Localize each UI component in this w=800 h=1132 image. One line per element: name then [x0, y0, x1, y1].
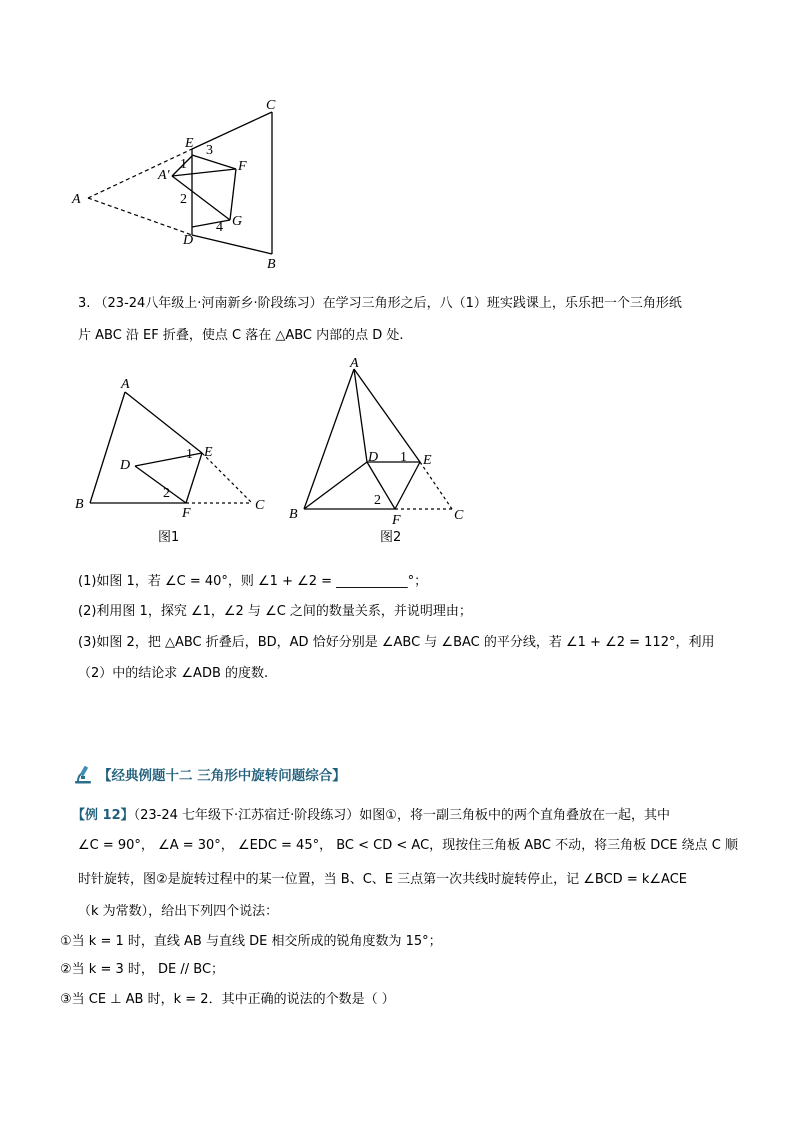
fig1-label-B: B [75, 497, 84, 512]
example-label: 【例 12】 [72, 808, 134, 823]
problem3-line2: 片 ABC 沿 EF 折叠，使点 C 落在 △ABC 内部的点 D 处. [78, 328, 404, 343]
fig2-label-1: 1 [400, 450, 407, 465]
example12-line1 [72, 806, 670, 826]
fig2-label-E: E [423, 453, 432, 468]
label-E: E [185, 136, 194, 151]
question-1: (1)如图 1，若 ∠C = 40°，则 ∠1 + ∠2 = ___________°； [78, 574, 428, 589]
segment-GD [192, 220, 230, 227]
label-4: 4 [216, 220, 223, 235]
segment-DB [192, 235, 272, 254]
question-3b: （2）中的结论求 ∠ADB 的度数. [78, 666, 269, 681]
figure-1 [70, 370, 280, 518]
label-A1: A' [158, 168, 170, 183]
dashed-AD [88, 198, 192, 235]
fig1-label-E: E [204, 445, 213, 460]
fig2-label-A: A [350, 358, 359, 371]
top-figure [60, 92, 300, 272]
label-3: 3 [206, 143, 213, 158]
fig1-label-A: A [121, 377, 130, 392]
fig2-label-F: F [392, 513, 401, 526]
example12-line3: 时针旋转，图②是旋转过程中的某一位置，当 B、C、E 三点第一次共线时旋转停止，记 ∠BCD = k∠ACE [78, 872, 687, 887]
example12-line1-text: （23-24 七年级下·江苏宿迁·阶段练习）如图①，将一副三角板中的两个直角叠放在一起，其中 [133, 808, 670, 823]
label-D: D [183, 233, 194, 248]
label-2: 2 [180, 192, 187, 207]
segment-EC [192, 112, 272, 149]
statement-2: ②当 k = 3 时， DE // BC； [60, 962, 225, 977]
fig1-label-F: F [182, 506, 191, 518]
fig2-label-2: 2 [374, 493, 381, 508]
fig1-caption: 图1 [158, 530, 180, 545]
label-A: A [72, 192, 81, 207]
section-title-text: 【经典例题十二 三角形中旋转问题综合】 [98, 768, 346, 784]
fig1-label-1: 1 [186, 447, 193, 462]
fig1-label-D: D [120, 458, 131, 473]
dashed-AE [88, 149, 192, 198]
segment-EF [192, 155, 236, 169]
fig2-label-C: C [454, 508, 464, 523]
label-F: F [238, 159, 247, 174]
fig2-label-B: B [289, 507, 298, 522]
fig2-caption: 图2 [380, 530, 402, 545]
question-3a: (3)如图 2，把 △ABC 折叠后，BD，AD 恰好分别是 ∠ABC 与 ∠BAC 的平分线，若 ∠1 + ∠2 = 112°，利用 [78, 635, 715, 650]
label-B: B [267, 257, 276, 272]
statement-3: ③当 CE ⊥ AB 时，k = 2．其中正确的说法的个数是（ ） [60, 992, 395, 1007]
microscope-icon [72, 763, 94, 785]
question-2: (2)利用图 1，探究 ∠1，∠2 与 ∠C 之间的数量关系，并说明理由； [78, 604, 472, 619]
segment-FG [230, 169, 236, 220]
label-C: C [266, 98, 276, 113]
section-title [72, 762, 346, 786]
label-G: G [232, 214, 243, 229]
example12-line2: ∠C = 90°， ∠A = 30°， ∠EDC = 45°， BC < CD < AC，现按住三角板 ABC 不动，将三角板 DCE 绕点 C 顺 [78, 838, 738, 853]
fig2-label-D: D [368, 450, 379, 465]
fig1-label-2: 2 [163, 486, 170, 501]
fig1-label-C: C [255, 498, 265, 513]
problem3-line1: 3. （23-24八年级上·河南新乡·阶段练习）在学习三角形之后，八（1）班实践课上，乐乐把一个三角形纸 [78, 296, 682, 311]
figure-2 [280, 358, 480, 526]
label-1: 1 [180, 157, 187, 172]
statement-1: ①当 k = 1 时，直线 AB 与直线 DE 相交所成的锐角度数为 15°； [60, 934, 442, 949]
example12-line4: （k 为常数），给出下列四个说法： [78, 904, 279, 919]
